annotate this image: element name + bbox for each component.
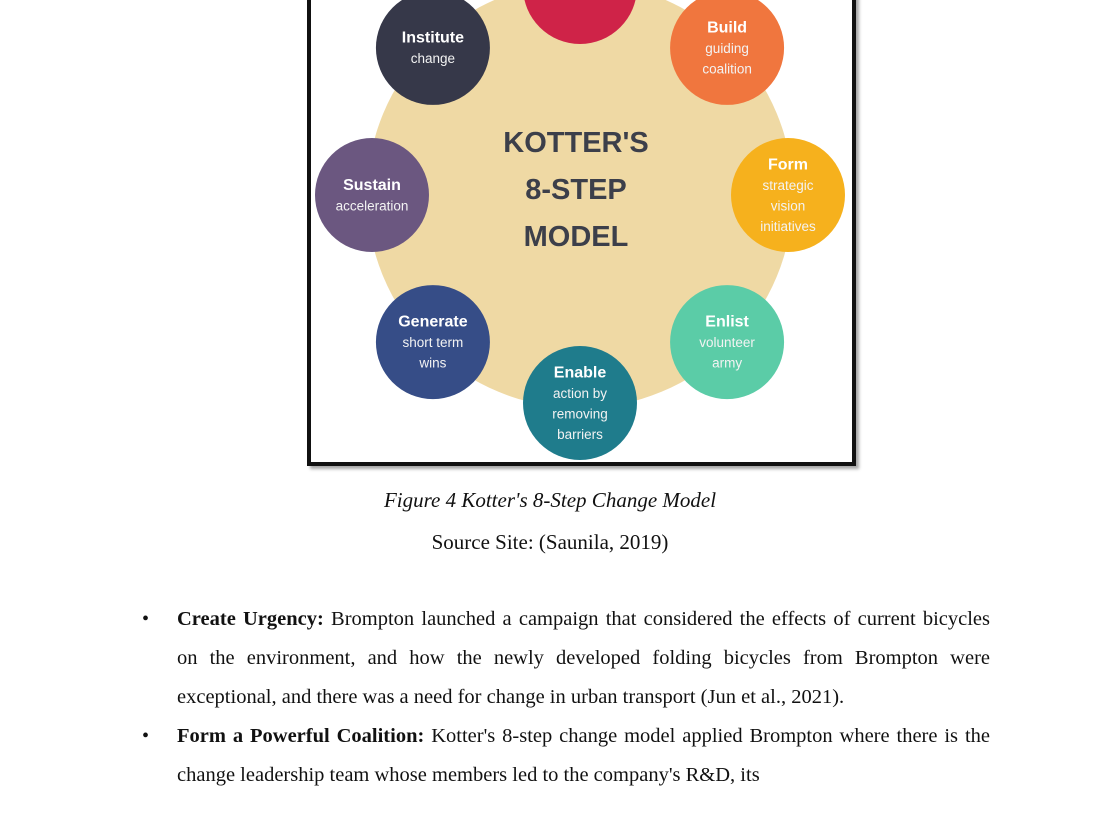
step-subtitle: acceleration — [335, 198, 409, 214]
figure-caption: Figure 4 Kotter's 8-Step Change Model — [383, 488, 717, 512]
step-circle — [315, 138, 429, 252]
step-subtitle: coalition — [702, 61, 752, 77]
step-subtitle: short term — [402, 335, 464, 351]
step-circle — [731, 138, 845, 252]
bullet-text: Brompton launched a campaign that considered the effects of current bicycles on the environment, and how the newly developed folding bicycles from Brompton were exceptional, and there was a need for change in urban transport (Jun et al., 2021). — [177, 608, 991, 708]
step-subtitle: strategic — [762, 177, 814, 193]
bullet-item — [140, 717, 990, 795]
step-subtitle: volunteer — [699, 335, 755, 351]
step-title: Form — [768, 156, 808, 174]
step-bubble — [731, 138, 845, 252]
step-subtitle: guiding — [705, 40, 749, 56]
step-title: Generate — [398, 313, 468, 331]
step-subtitle: initiatives — [760, 218, 816, 234]
bullet-list — [140, 600, 990, 795]
bullet-item — [140, 600, 990, 717]
bullet-icon: • — [142, 608, 150, 630]
center-title-line: KOTTER'S — [503, 127, 649, 159]
figure-source: Source Site: (Saunila, 2019) — [431, 530, 669, 554]
step-bubble — [523, 346, 637, 460]
bullet-term: Form a Powerful Coalition: — [177, 725, 425, 747]
step-subtitle: army — [712, 355, 743, 371]
step-subtitle: action by — [552, 385, 608, 401]
center-title-line: 8-STEP — [525, 174, 627, 206]
step-circle — [523, 346, 637, 460]
step-subtitle: vision — [770, 198, 806, 214]
step-bubble — [376, 285, 490, 399]
step-title: Sustain — [343, 176, 401, 194]
step-subtitle: barriers — [557, 426, 603, 442]
step-subtitle: removing — [552, 406, 608, 422]
step-title: Enlist — [705, 313, 749, 331]
center-title-line: MODEL — [523, 221, 629, 253]
step-bubble — [670, 285, 784, 399]
step-subtitle: wins — [419, 355, 447, 371]
bullet-term: Create Urgency: — [177, 608, 324, 630]
step-bubble — [315, 138, 429, 252]
step-title: Enable — [553, 364, 607, 382]
step-subtitle: change — [410, 51, 456, 67]
step-title: Institute — [401, 29, 465, 47]
bullet-icon: • — [142, 725, 150, 747]
step-title: Build — [707, 19, 748, 37]
bullet-text: Kotter's 8-step change model applied Brompton where there is the change leadership team whose members led to the company's R&D, its — [177, 725, 990, 786]
